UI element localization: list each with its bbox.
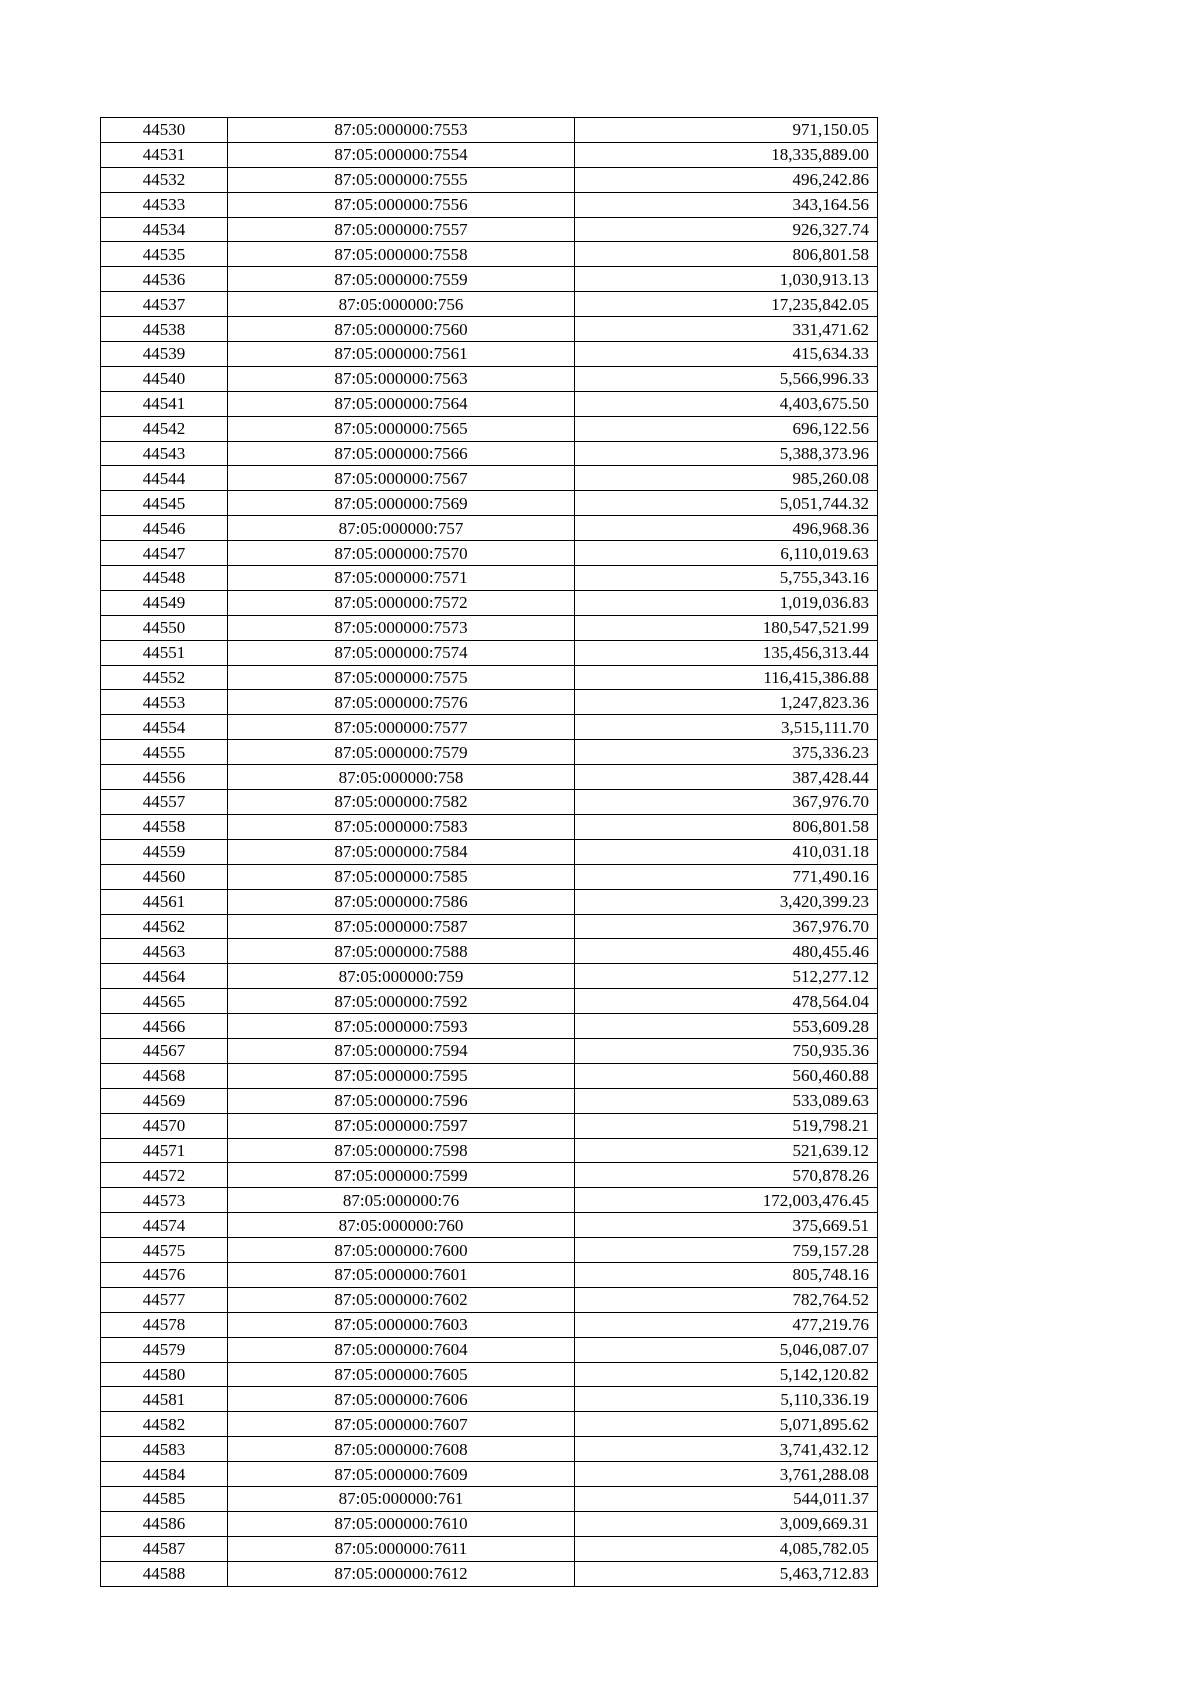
cadastral-value-cell: 985,260.08 xyxy=(575,466,878,491)
row-number-cell: 44579 xyxy=(101,1337,228,1362)
row-number-cell: 44554 xyxy=(101,715,228,740)
row-number-cell: 44546 xyxy=(101,516,228,541)
cadastral-value-cell: 135,456,313.44 xyxy=(575,640,878,665)
cadastral-number-cell: 87:05:000000:7603 xyxy=(228,1312,575,1337)
cadastral-number-cell: 87:05:000000:757 xyxy=(228,516,575,541)
row-number-cell: 44550 xyxy=(101,615,228,640)
cadastral-value-cell: 696,122.56 xyxy=(575,416,878,441)
cadastral-value-cell: 750,935.36 xyxy=(575,1038,878,1063)
table-row xyxy=(101,715,878,740)
row-number-cell: 44537 xyxy=(101,292,228,317)
cadastral-value-cell: 771,490.16 xyxy=(575,864,878,889)
table-row xyxy=(101,416,878,441)
cadastral-value-cell: 570,878.26 xyxy=(575,1163,878,1188)
cadastral-value-cell: 331,471.62 xyxy=(575,317,878,342)
table-row xyxy=(101,1387,878,1412)
cadastral-number-cell: 87:05:000000:7559 xyxy=(228,267,575,292)
cadastral-number-cell: 87:05:000000:76 xyxy=(228,1188,575,1213)
cadastral-value-cell: 759,157.28 xyxy=(575,1238,878,1263)
cadastral-number-cell: 87:05:000000:7585 xyxy=(228,864,575,889)
row-number-cell: 44531 xyxy=(101,142,228,167)
row-number-cell: 44574 xyxy=(101,1213,228,1238)
table-row xyxy=(101,541,878,566)
cadastral-number-cell: 87:05:000000:7563 xyxy=(228,366,575,391)
table-row xyxy=(101,317,878,342)
table-row xyxy=(101,1014,878,1039)
table-row xyxy=(101,864,878,889)
cadastral-number-cell: 87:05:000000:760 xyxy=(228,1213,575,1238)
row-number-cell: 44587 xyxy=(101,1536,228,1561)
table-row xyxy=(101,914,878,939)
row-number-cell: 44588 xyxy=(101,1561,228,1586)
table-row xyxy=(101,118,878,143)
row-number-cell: 44543 xyxy=(101,441,228,466)
cadastral-value-cell: 521,639.12 xyxy=(575,1138,878,1163)
row-number-cell: 44560 xyxy=(101,864,228,889)
cadastral-number-cell: 87:05:000000:7586 xyxy=(228,889,575,914)
cadastral-number-cell: 87:05:000000:7596 xyxy=(228,1088,575,1113)
row-number-cell: 44567 xyxy=(101,1038,228,1063)
table-row xyxy=(101,1113,878,1138)
table-row xyxy=(101,142,878,167)
table-row xyxy=(101,1213,878,1238)
cadastral-number-cell: 87:05:000000:7605 xyxy=(228,1362,575,1387)
cadastral-value-cell: 180,547,521.99 xyxy=(575,615,878,640)
table-row xyxy=(101,242,878,267)
cadastral-number-cell: 87:05:000000:7606 xyxy=(228,1387,575,1412)
row-number-cell: 44573 xyxy=(101,1188,228,1213)
cadastral-number-cell: 87:05:000000:7583 xyxy=(228,814,575,839)
row-number-cell: 44586 xyxy=(101,1511,228,1536)
table-row xyxy=(101,1238,878,1263)
table-row xyxy=(101,1462,878,1487)
cadastral-value-cell: 478,564.04 xyxy=(575,989,878,1014)
cadastral-value-cell: 4,403,675.50 xyxy=(575,391,878,416)
table-row xyxy=(101,267,878,292)
cadastral-value-cell: 553,609.28 xyxy=(575,1014,878,1039)
table-row xyxy=(101,640,878,665)
table-row xyxy=(101,690,878,715)
table-row xyxy=(101,665,878,690)
table-row xyxy=(101,167,878,192)
cadastral-number-cell: 87:05:000000:7561 xyxy=(228,342,575,367)
cadastral-value-cell: 805,748.16 xyxy=(575,1262,878,1287)
row-number-cell: 44555 xyxy=(101,740,228,765)
table-row xyxy=(101,466,878,491)
row-number-cell: 44542 xyxy=(101,416,228,441)
cadastral-value-cell: 4,085,782.05 xyxy=(575,1536,878,1561)
cadastral-value-cell: 806,801.58 xyxy=(575,814,878,839)
cadastral-number-cell: 87:05:000000:7569 xyxy=(228,491,575,516)
row-number-cell: 44556 xyxy=(101,765,228,790)
table-row xyxy=(101,1312,878,1337)
cadastral-value-cell: 172,003,476.45 xyxy=(575,1188,878,1213)
row-number-cell: 44541 xyxy=(101,391,228,416)
table-row xyxy=(101,217,878,242)
row-number-cell: 44533 xyxy=(101,192,228,217)
row-number-cell: 44540 xyxy=(101,366,228,391)
cadastral-number-cell: 87:05:000000:7564 xyxy=(228,391,575,416)
cadastral-value-cell: 6,110,019.63 xyxy=(575,541,878,566)
cadastral-value-cell: 480,455.46 xyxy=(575,939,878,964)
cadastral-value-cell: 926,327.74 xyxy=(575,217,878,242)
cadastral-value-cell: 367,976.70 xyxy=(575,914,878,939)
row-number-cell: 44545 xyxy=(101,491,228,516)
table-row xyxy=(101,1536,878,1561)
row-number-cell: 44535 xyxy=(101,242,228,267)
cadastral-value-cell: 343,164.56 xyxy=(575,192,878,217)
cadastral-number-cell: 87:05:000000:7594 xyxy=(228,1038,575,1063)
cadastral-value-cell: 519,798.21 xyxy=(575,1113,878,1138)
row-number-cell: 44566 xyxy=(101,1014,228,1039)
cadastral-number-cell: 87:05:000000:7588 xyxy=(228,939,575,964)
cadastral-value-cell: 971,150.05 xyxy=(575,118,878,143)
table-row xyxy=(101,192,878,217)
table-row xyxy=(101,765,878,790)
table-row xyxy=(101,590,878,615)
row-number-cell: 44568 xyxy=(101,1063,228,1088)
row-number-cell: 44583 xyxy=(101,1437,228,1462)
cadastral-value-cell: 375,669.51 xyxy=(575,1213,878,1238)
table-row xyxy=(101,1063,878,1088)
cadastral-value-cell: 5,110,336.19 xyxy=(575,1387,878,1412)
cadastral-value-cell: 477,219.76 xyxy=(575,1312,878,1337)
row-number-cell: 44557 xyxy=(101,790,228,815)
table-row xyxy=(101,441,878,466)
row-number-cell: 44575 xyxy=(101,1238,228,1263)
row-number-cell: 44544 xyxy=(101,466,228,491)
cadastral-value-cell: 496,242.86 xyxy=(575,167,878,192)
cadastral-value-cell: 3,420,399.23 xyxy=(575,889,878,914)
cadastral-number-cell: 87:05:000000:761 xyxy=(228,1486,575,1511)
cadastral-number-cell: 87:05:000000:7555 xyxy=(228,167,575,192)
table-row xyxy=(101,1486,878,1511)
cadastral-value-cell: 496,968.36 xyxy=(575,516,878,541)
row-number-cell: 44548 xyxy=(101,566,228,591)
table-row xyxy=(101,342,878,367)
table-row xyxy=(101,964,878,989)
document-page xyxy=(100,117,878,1587)
cadastral-number-cell: 87:05:000000:7597 xyxy=(228,1113,575,1138)
table-row xyxy=(101,790,878,815)
cadastral-value-cell: 533,089.63 xyxy=(575,1088,878,1113)
cadastral-value-cell: 387,428.44 xyxy=(575,765,878,790)
row-number-cell: 44562 xyxy=(101,914,228,939)
cadastral-value-cell: 116,415,386.88 xyxy=(575,665,878,690)
table-row xyxy=(101,1262,878,1287)
cadastral-value-cell: 5,046,087.07 xyxy=(575,1337,878,1362)
cadastral-number-cell: 87:05:000000:7602 xyxy=(228,1287,575,1312)
row-number-cell: 44572 xyxy=(101,1163,228,1188)
cadastral-number-cell: 87:05:000000:758 xyxy=(228,765,575,790)
table-row xyxy=(101,989,878,1014)
cadastral-value-cell: 806,801.58 xyxy=(575,242,878,267)
row-number-cell: 44559 xyxy=(101,839,228,864)
table-row xyxy=(101,1437,878,1462)
row-number-cell: 44532 xyxy=(101,167,228,192)
cadastral-value-cell: 5,755,343.16 xyxy=(575,566,878,591)
cadastral-value-cell: 415,634.33 xyxy=(575,342,878,367)
table-row xyxy=(101,1038,878,1063)
cadastral-value-cell: 560,460.88 xyxy=(575,1063,878,1088)
table-body xyxy=(101,118,878,1587)
table-row xyxy=(101,1088,878,1113)
cadastral-number-cell: 87:05:000000:7572 xyxy=(228,590,575,615)
cadastral-number-cell: 87:05:000000:7567 xyxy=(228,466,575,491)
cadastral-number-cell: 87:05:000000:7573 xyxy=(228,615,575,640)
cadastral-number-cell: 87:05:000000:759 xyxy=(228,964,575,989)
row-number-cell: 44576 xyxy=(101,1262,228,1287)
cadastral-number-cell: 87:05:000000:7601 xyxy=(228,1262,575,1287)
cadastral-number-cell: 87:05:000000:7558 xyxy=(228,242,575,267)
row-number-cell: 44551 xyxy=(101,640,228,665)
table-row xyxy=(101,615,878,640)
row-number-cell: 44561 xyxy=(101,889,228,914)
cadastral-value-cell: 375,336.23 xyxy=(575,740,878,765)
cadastral-number-cell: 87:05:000000:7554 xyxy=(228,142,575,167)
cadastral-number-cell: 87:05:000000:7560 xyxy=(228,317,575,342)
row-number-cell: 44536 xyxy=(101,267,228,292)
table-row xyxy=(101,1412,878,1437)
table-row xyxy=(101,1337,878,1362)
row-number-cell: 44582 xyxy=(101,1412,228,1437)
cadastral-value-cell: 3,741,432.12 xyxy=(575,1437,878,1462)
cadastral-value-cell: 3,761,288.08 xyxy=(575,1462,878,1487)
cadastral-value-cell: 1,247,823.36 xyxy=(575,690,878,715)
table-row xyxy=(101,1163,878,1188)
cadastral-number-cell: 87:05:000000:7570 xyxy=(228,541,575,566)
table-row xyxy=(101,292,878,317)
row-number-cell: 44530 xyxy=(101,118,228,143)
cadastral-number-cell: 87:05:000000:7574 xyxy=(228,640,575,665)
cadastral-value-cell: 5,388,373.96 xyxy=(575,441,878,466)
table-row xyxy=(101,566,878,591)
cadastral-number-cell: 87:05:000000:756 xyxy=(228,292,575,317)
table-row xyxy=(101,1287,878,1312)
cadastral-value-table xyxy=(100,117,878,1587)
cadastral-number-cell: 87:05:000000:7604 xyxy=(228,1337,575,1362)
cadastral-value-cell: 3,009,669.31 xyxy=(575,1511,878,1536)
table-row xyxy=(101,366,878,391)
cadastral-number-cell: 87:05:000000:7593 xyxy=(228,1014,575,1039)
row-number-cell: 44549 xyxy=(101,590,228,615)
cadastral-number-cell: 87:05:000000:7609 xyxy=(228,1462,575,1487)
row-number-cell: 44578 xyxy=(101,1312,228,1337)
cadastral-number-cell: 87:05:000000:7565 xyxy=(228,416,575,441)
table-row xyxy=(101,814,878,839)
cadastral-value-cell: 5,566,996.33 xyxy=(575,366,878,391)
table-row xyxy=(101,1362,878,1387)
table-row xyxy=(101,1188,878,1213)
table-row xyxy=(101,839,878,864)
cadastral-number-cell: 87:05:000000:7579 xyxy=(228,740,575,765)
cadastral-number-cell: 87:05:000000:7566 xyxy=(228,441,575,466)
cadastral-number-cell: 87:05:000000:7599 xyxy=(228,1163,575,1188)
row-number-cell: 44581 xyxy=(101,1387,228,1412)
cadastral-value-cell: 410,031.18 xyxy=(575,839,878,864)
table-row xyxy=(101,889,878,914)
cadastral-number-cell: 87:05:000000:7608 xyxy=(228,1437,575,1462)
cadastral-number-cell: 87:05:000000:7595 xyxy=(228,1063,575,1088)
table-row xyxy=(101,391,878,416)
cadastral-value-cell: 1,019,036.83 xyxy=(575,590,878,615)
cadastral-number-cell: 87:05:000000:7592 xyxy=(228,989,575,1014)
table-row xyxy=(101,516,878,541)
cadastral-number-cell: 87:05:000000:7582 xyxy=(228,790,575,815)
row-number-cell: 44580 xyxy=(101,1362,228,1387)
cadastral-value-cell: 512,277.12 xyxy=(575,964,878,989)
cadastral-number-cell: 87:05:000000:7584 xyxy=(228,839,575,864)
cadastral-value-cell: 1,030,913.13 xyxy=(575,267,878,292)
row-number-cell: 44552 xyxy=(101,665,228,690)
row-number-cell: 44547 xyxy=(101,541,228,566)
cadastral-number-cell: 87:05:000000:7587 xyxy=(228,914,575,939)
cadastral-number-cell: 87:05:000000:7612 xyxy=(228,1561,575,1586)
row-number-cell: 44563 xyxy=(101,939,228,964)
cadastral-value-cell: 5,142,120.82 xyxy=(575,1362,878,1387)
cadastral-value-cell: 5,071,895.62 xyxy=(575,1412,878,1437)
table-row xyxy=(101,1561,878,1586)
cadastral-value-cell: 17,235,842.05 xyxy=(575,292,878,317)
row-number-cell: 44558 xyxy=(101,814,228,839)
cadastral-number-cell: 87:05:000000:7607 xyxy=(228,1412,575,1437)
cadastral-number-cell: 87:05:000000:7611 xyxy=(228,1536,575,1561)
row-number-cell: 44570 xyxy=(101,1113,228,1138)
row-number-cell: 44584 xyxy=(101,1462,228,1487)
cadastral-number-cell: 87:05:000000:7577 xyxy=(228,715,575,740)
cadastral-number-cell: 87:05:000000:7598 xyxy=(228,1138,575,1163)
cadastral-value-cell: 5,051,744.32 xyxy=(575,491,878,516)
table-row xyxy=(101,491,878,516)
cadastral-number-cell: 87:05:000000:7575 xyxy=(228,665,575,690)
cadastral-value-cell: 3,515,111.70 xyxy=(575,715,878,740)
row-number-cell: 44571 xyxy=(101,1138,228,1163)
row-number-cell: 44577 xyxy=(101,1287,228,1312)
row-number-cell: 44539 xyxy=(101,342,228,367)
cadastral-value-cell: 5,463,712.83 xyxy=(575,1561,878,1586)
table-row xyxy=(101,1138,878,1163)
cadastral-number-cell: 87:05:000000:7571 xyxy=(228,566,575,591)
cadastral-number-cell: 87:05:000000:7557 xyxy=(228,217,575,242)
row-number-cell: 44538 xyxy=(101,317,228,342)
cadastral-number-cell: 87:05:000000:7576 xyxy=(228,690,575,715)
row-number-cell: 44534 xyxy=(101,217,228,242)
cadastral-value-cell: 544,011.37 xyxy=(575,1486,878,1511)
cadastral-value-cell: 18,335,889.00 xyxy=(575,142,878,167)
row-number-cell: 44564 xyxy=(101,964,228,989)
cadastral-number-cell: 87:05:000000:7556 xyxy=(228,192,575,217)
cadastral-value-cell: 782,764.52 xyxy=(575,1287,878,1312)
cadastral-number-cell: 87:05:000000:7610 xyxy=(228,1511,575,1536)
table-row xyxy=(101,740,878,765)
cadastral-value-cell: 367,976.70 xyxy=(575,790,878,815)
row-number-cell: 44569 xyxy=(101,1088,228,1113)
cadastral-number-cell: 87:05:000000:7553 xyxy=(228,118,575,143)
row-number-cell: 44585 xyxy=(101,1486,228,1511)
table-row xyxy=(101,939,878,964)
row-number-cell: 44565 xyxy=(101,989,228,1014)
table-row xyxy=(101,1511,878,1536)
cadastral-number-cell: 87:05:000000:7600 xyxy=(228,1238,575,1263)
row-number-cell: 44553 xyxy=(101,690,228,715)
